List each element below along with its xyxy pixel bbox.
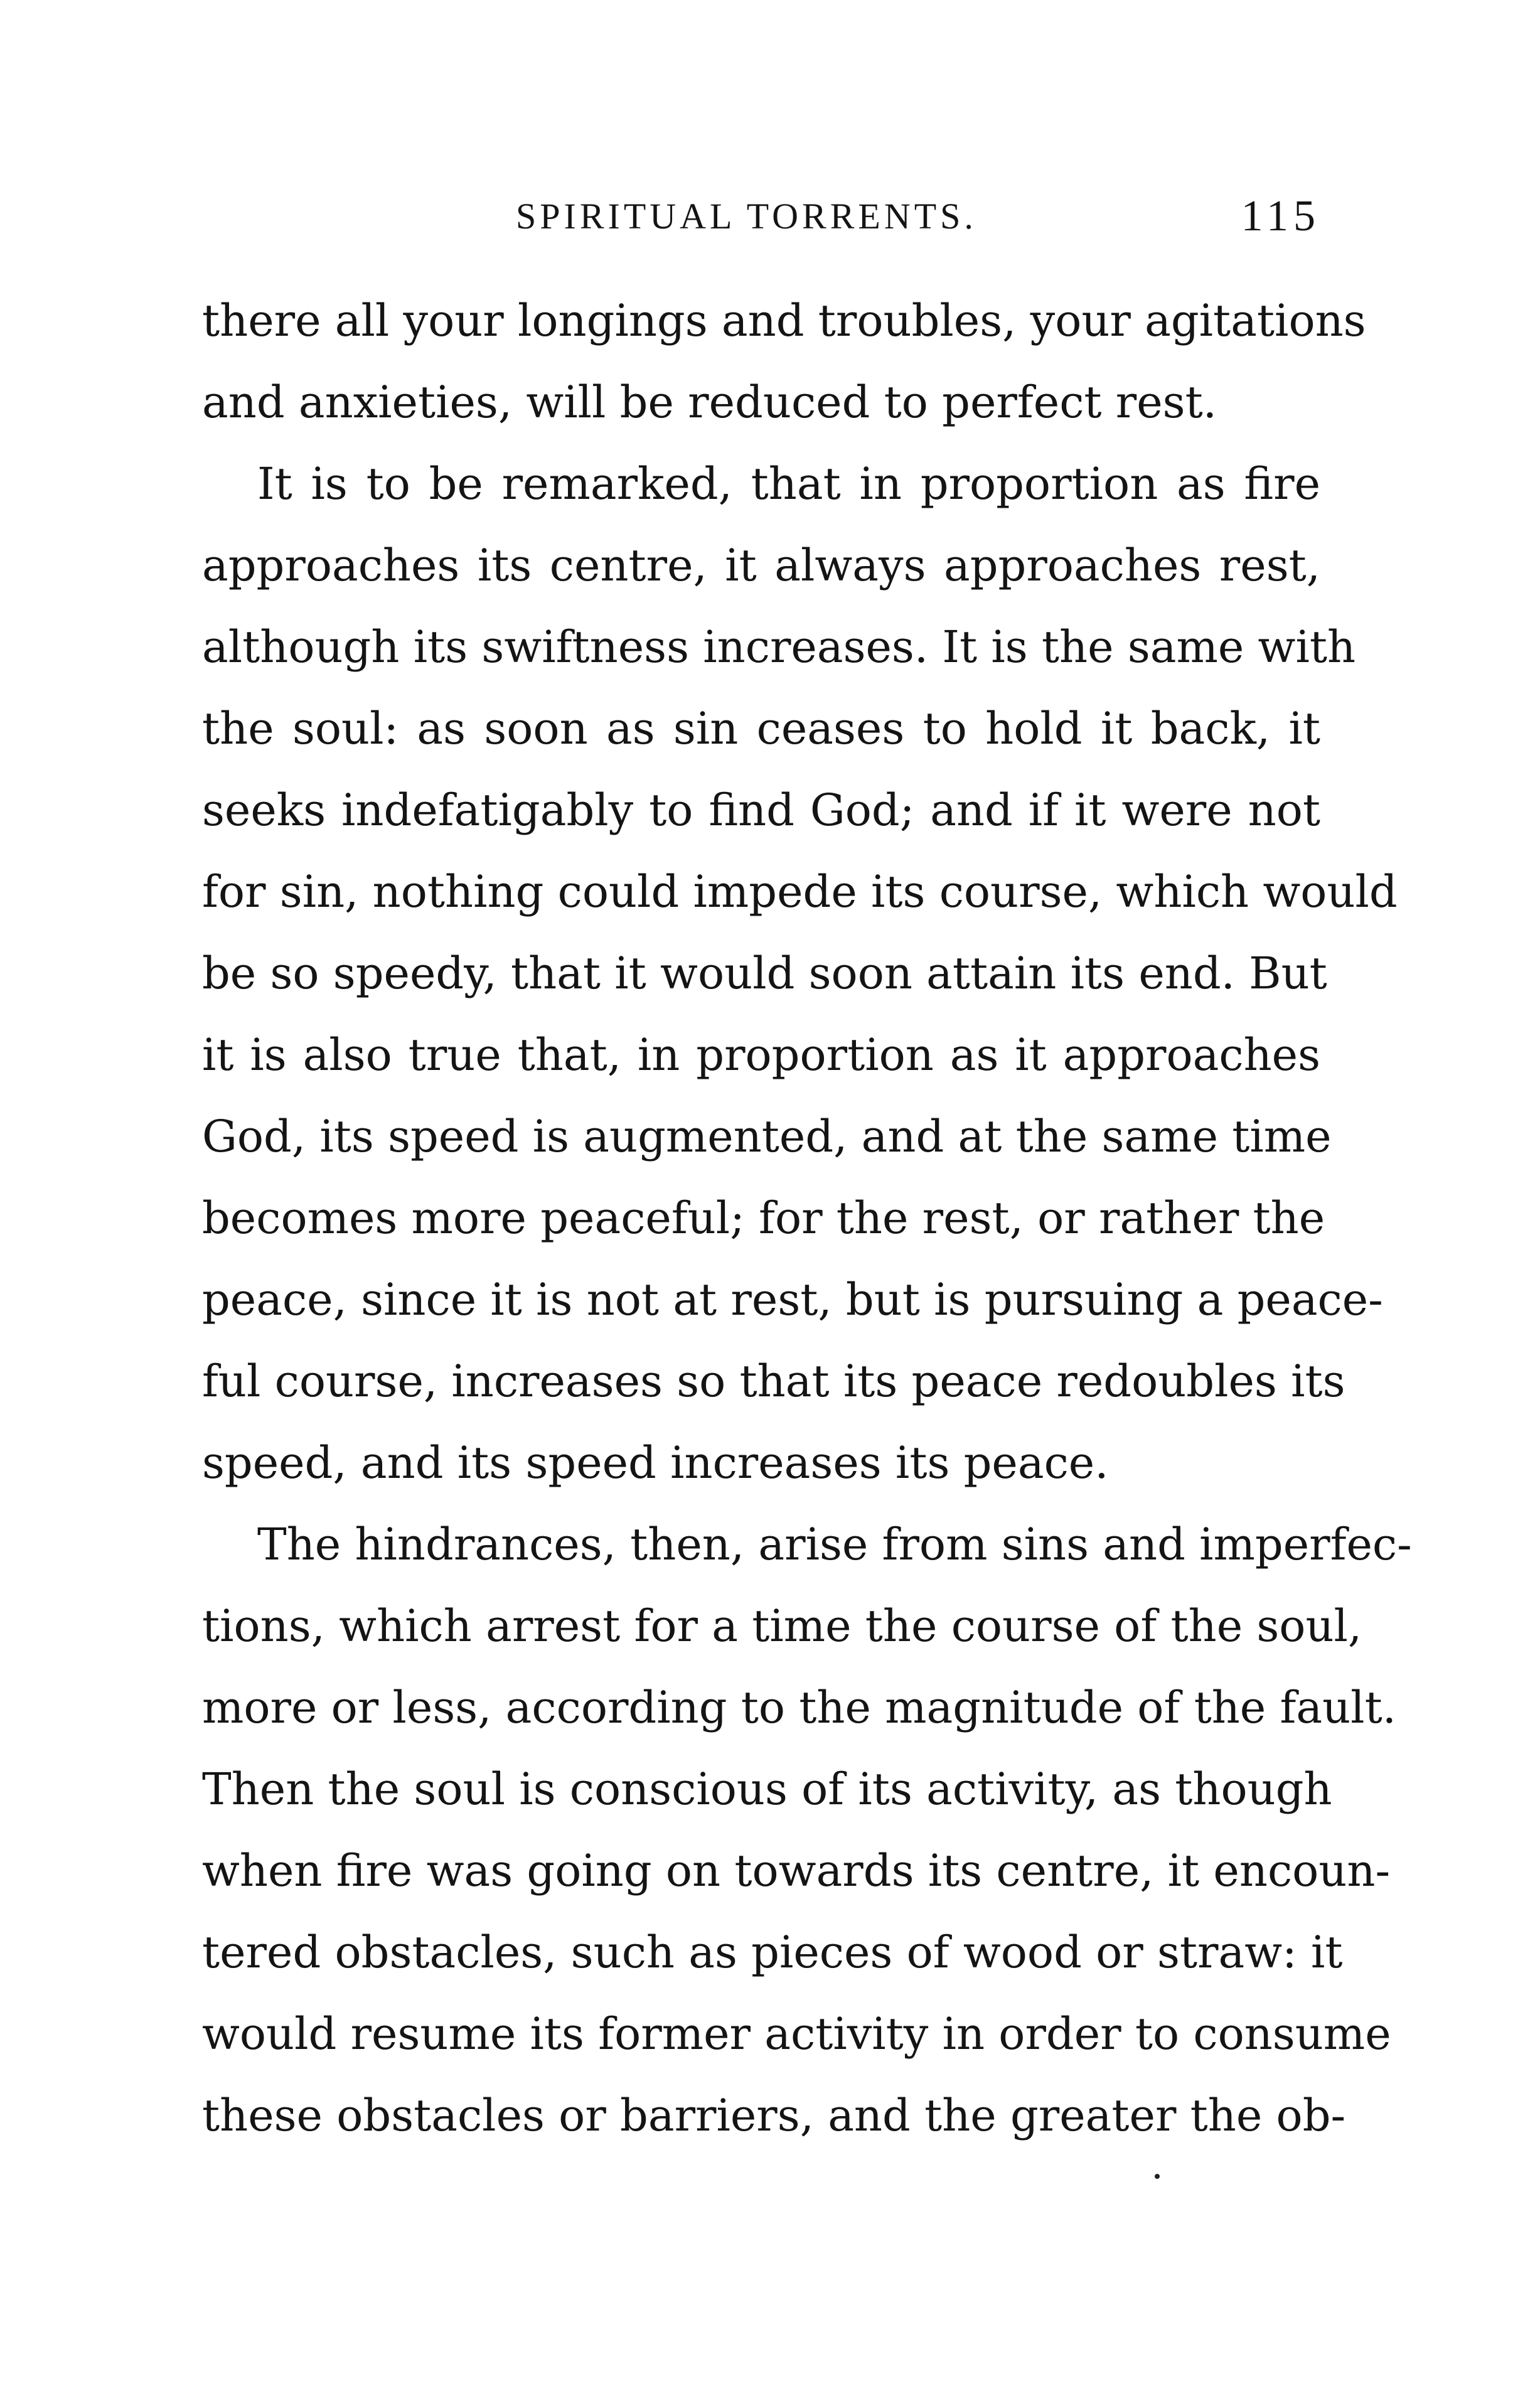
running-head	[202, 188, 1320, 245]
text-line: would resume its former activity in order to consume	[202, 2008, 1391, 2060]
text-line: there all your longings and troubles, your agitations	[202, 295, 1366, 346]
text-line: these obstacles or barriers, and the greater the ob-	[202, 2090, 1346, 2141]
text-line: for sin, nothing could impede its course, which would	[202, 866, 1398, 917]
text-line: the soul: as soon as sin ceases to hold it back, it	[202, 703, 1320, 754]
text-line: approaches its centre, it always approaches rest,	[202, 540, 1320, 591]
body-text	[202, 280, 1412, 2156]
page-number: 115	[1241, 192, 1320, 240]
ink-speck	[1155, 2174, 1160, 2179]
text-line: and anxieties, will be reduced to perfect rest.	[202, 377, 1217, 428]
text-line: becomes more peaceful; for the rest, or rather the	[202, 1192, 1325, 1244]
text-line: speed, and its speed increases its peace.	[202, 1437, 1109, 1489]
running-title: SPIRITUAL TORRENTS.	[516, 196, 977, 237]
text-line: God, its speed is augmented, and at the same time	[202, 1111, 1332, 1162]
text-line: tered obstacles, such as pieces of wood or straw: it	[202, 1927, 1343, 1978]
text-line: it is also true that, in proportion as it approaches	[202, 1029, 1320, 1081]
text-line: when fire was going on towards its centre, it encoun-	[202, 1845, 1391, 1896]
text-line: seeks indefatigably to find God; and if it were not	[202, 784, 1320, 836]
text-line: Then the soul is conscious of its activity, as though	[202, 1763, 1332, 1815]
text-line: The hindrances, then, arise from sins and imperfec-	[257, 1519, 1412, 1570]
text-line: ful course, increases so that its peace redoubles its	[202, 1356, 1345, 1407]
text-line: be so speedy, that it would soon attain its end. But	[202, 948, 1327, 999]
text-line: tions, which arrest for a time the course of the soul,	[202, 1600, 1362, 1652]
text-line: peace, since it is not at rest, but is pursuing a peace-	[202, 1274, 1383, 1325]
text-line: more or less, according to the magnitude of the fault.	[202, 1682, 1396, 1733]
text-line: although its swiftness increases. It is the same with	[202, 621, 1356, 673]
text-line: It is to be remarked, that in proportion as fire	[257, 458, 1320, 510]
